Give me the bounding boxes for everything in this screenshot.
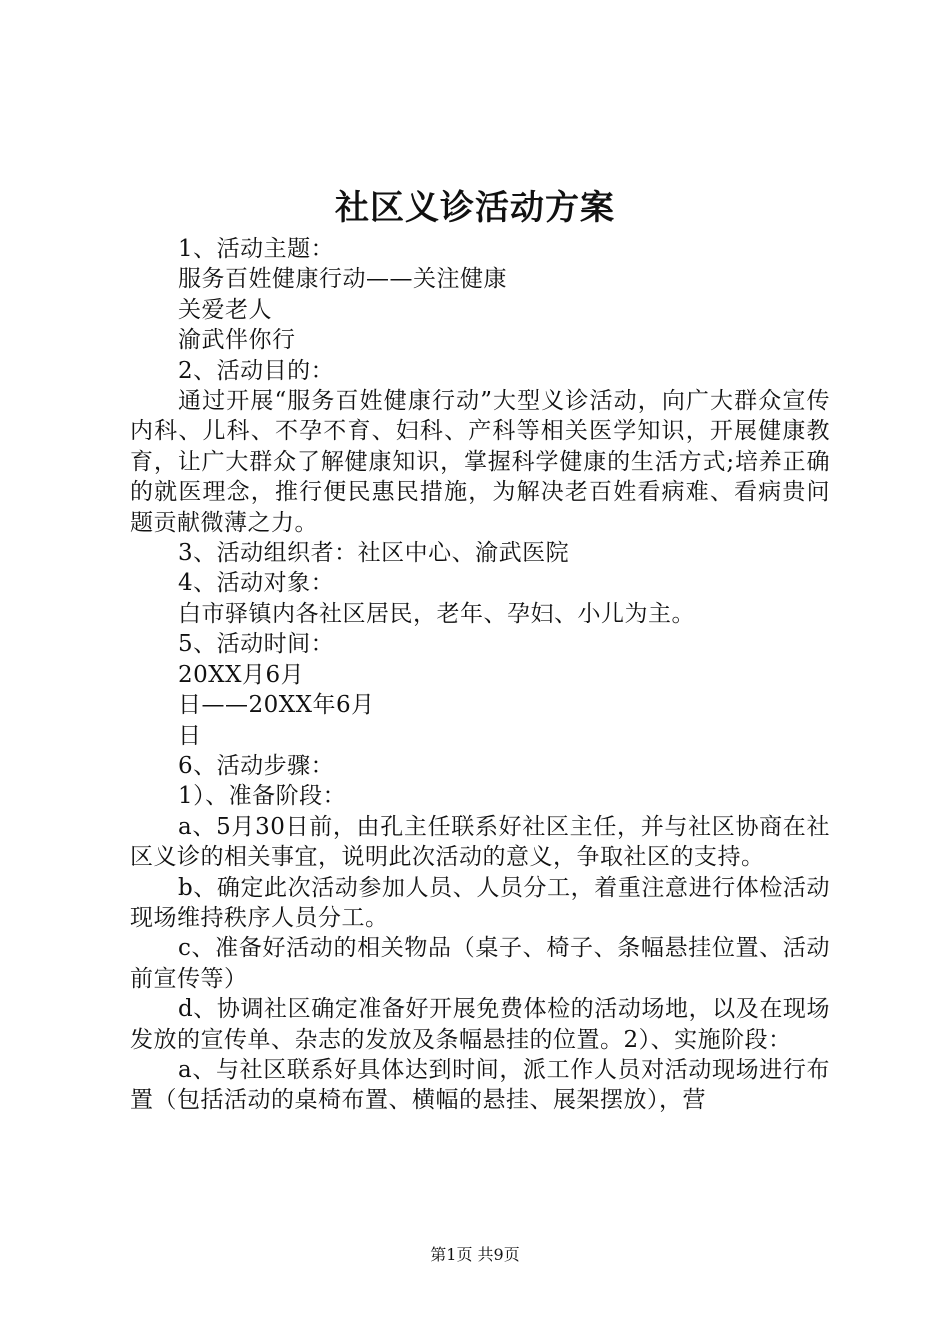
paragraph: 通过开展“服务百姓健康行动”大型义诊活动，向广大群众宣传内科、儿科、不孕不育、妇科、产科等相关医学知识，开展健康教育，让广大群众了解健康知识，掌握科学健康的生活方式;培养正确的就医理念，推行便民惠民措施，为解决老百姓看病难、看病贵问题贡献微薄之力。 bbox=[130, 388, 830, 536]
section-heading: 4、活动对象： bbox=[178, 570, 335, 597]
paragraph: 日——20XX年6月 bbox=[178, 692, 375, 719]
paragraph: 20XX月6月 bbox=[178, 661, 305, 688]
paragraph: 白市驿镇内各社区居民，老年、孕妇、小儿为主。 bbox=[178, 600, 695, 627]
paragraph: 关爱老人 bbox=[178, 296, 272, 323]
section-heading: 6、活动步骤： bbox=[178, 752, 335, 779]
section-heading: 1、活动主题： bbox=[178, 236, 335, 262]
paragraph: c、准备好活动的相关物品（桌子、椅子、条幅悬挂位置、活动前宣传等） bbox=[130, 935, 830, 992]
paragraph: d、协调社区确定准备好开展免费体检的活动场地，以及在现场发放的宣传单、杂志的发放及条幅悬挂的位置。2）、实施阶段： bbox=[130, 996, 830, 1053]
paragraph: 服务百姓健康行动——关注健康 bbox=[178, 266, 507, 293]
paragraph: 3、活动组织者：社区中心、渝武医院 bbox=[178, 540, 570, 567]
paragraph: a、与社区联系好具体达到时间，派工作人员对活动现场进行布置（包括活动的桌椅布置、横幅的悬挂、展架摆放），营 bbox=[130, 1056, 830, 1114]
document-body bbox=[130, 234, 830, 1116]
section-heading: 5、活动时间： bbox=[178, 631, 335, 658]
page-number-footer: 第1页 共9页 bbox=[430, 1245, 520, 1264]
paragraph: a、5月30日前，由孔主任联系好社区主任，并与社区协商在社区义诊的相关事宜，说明此次活动的意义，争取社区的支持。 bbox=[130, 813, 830, 871]
section-heading: 2、活动目的： bbox=[178, 357, 335, 384]
paragraph: 渝武伴你行 bbox=[178, 327, 296, 354]
paragraph: b、确定此次活动参加人员、人员分工，着重注意进行体检活动现场维持秩序人员分工。 bbox=[130, 874, 830, 931]
paragraph: 日 bbox=[178, 722, 202, 749]
subsection-heading: 1）、准备阶段： bbox=[178, 783, 347, 810]
document-title: 社区义诊活动方案 bbox=[335, 188, 615, 228]
